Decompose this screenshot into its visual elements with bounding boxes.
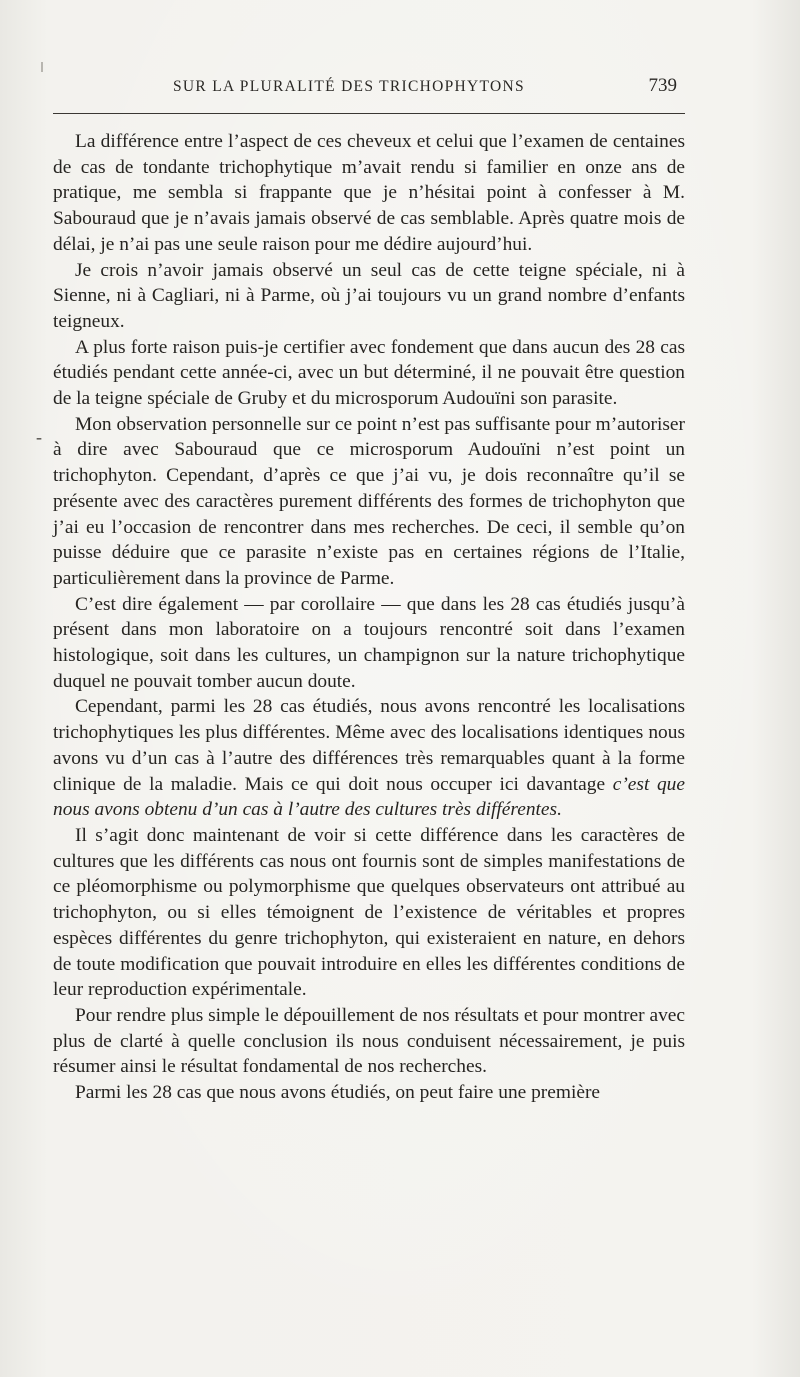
paragraph: C’est dire également — par corollaire — que dans les 28 cas étudiés jusqu’à présent dans mon laboratoire on a toujours rencontré soit dans l’examen histologique, soit dans les cultures, un champignon sur la nature trichophytique duquel ne pouvait tomber aucun doute.	[53, 593, 685, 692]
emphasized-text: c’est que nous avons obtenu d’un cas à l’autre des cultures très différentes.	[53, 773, 685, 821]
paragraph: A plus forte raison puis-je certifier avec fondement que dans aucun des 28 cas étudiés pendant cette année-ci, avec un but déterminé, il ne pouvait être question de la teigne spéciale de Gruby et du microsporum Audouïni son parasite.	[53, 336, 685, 410]
paragraph: Je crois n’avoir jamais observé un seul cas de cette teigne spéciale, ni à Sienne, ni à Cagliari, ni à Parme, où j’ai toujours vu un grand nombre d’enfants teigneux.	[53, 259, 685, 332]
paragraph: La différence entre l’aspect de ces cheveux et celui que l’examen de centaines de cas de tondante trichophytique m’avait rendu si familier en onze ans de pratique, me sembla si frappante que je n’hésitai point à confesser à M. Sabouraud que je n’avais jamais observé de cas semblable. Après quatre mois de délai, je n’ai pas une seule raison pour me dédire aujourd’hui.	[53, 131, 685, 255]
paragraph-with-emphasis	[53, 694, 685, 823]
paragraph: Il s’agit donc maintenant de voir si cette différence dans les caractères de cultures que les différents cas nous ont fournis sont de simples manifestations de ce pléomorphisme ou polymorphisme que quelques observateurs ont attribué au trichophyton, ou si elles témoignent de l’existence de véritables et propres espèces différentes du genre trichophyton, qui existeraient en nature, en dehors de toute modification que pouvait introduire en elles les différentes conditions de leur reproduction expérimentale.	[53, 824, 685, 1001]
paragraph-lead-text: Cependant, parmi les 28 cas étudiés, nous avons rencontré les localisations trichophytiques les plus différentes. Même avec des localisations identiques nous avons vu d’un cas à l’autre des différences très remarquables quant à la forme clinique de la maladie. Mais ce qui doit nous occuper ici davantage	[53, 696, 685, 795]
running-title: SUR LA PLURALITÉ DES TRICHOPHYTONS	[173, 78, 525, 95]
page-number: 739	[648, 75, 677, 96]
paragraph: Mon observation personnelle sur ce point n’est pas suffisante pour m’autoriser à dire avec Sabouraud que ce microsporum Audouïni n’est point un trichophyton. Cependant, d’après ce que j’ai vu, je dois reconnaître qu’il se présente avec des caractères purement différents des formes de trichophyton que j’ai eu l’occasion de rencontrer dans mes recherches. De ceci, il semble qu’on puisse déduire que ce parasite n’existe pas en certaines régions de l’Italie, particulièrement dans la province de Parme.	[53, 413, 685, 589]
body-text	[53, 129, 685, 1106]
header-rule	[53, 113, 685, 114]
paper-speck	[41, 62, 43, 72]
paragraph: Parmi les 28 cas que nous avons étudiés, on peut faire une première	[75, 1082, 601, 1104]
running-head	[53, 74, 685, 102]
margin-mark: -	[36, 427, 42, 447]
paragraph: Pour rendre plus simple le dépouillement de nos résultats et pour montrer avec plus de clarté à quelle conclusion ils nous conduisent nécessairement, je puis résumer ainsi le résultat fondamental de nos recherches.	[53, 1004, 685, 1078]
